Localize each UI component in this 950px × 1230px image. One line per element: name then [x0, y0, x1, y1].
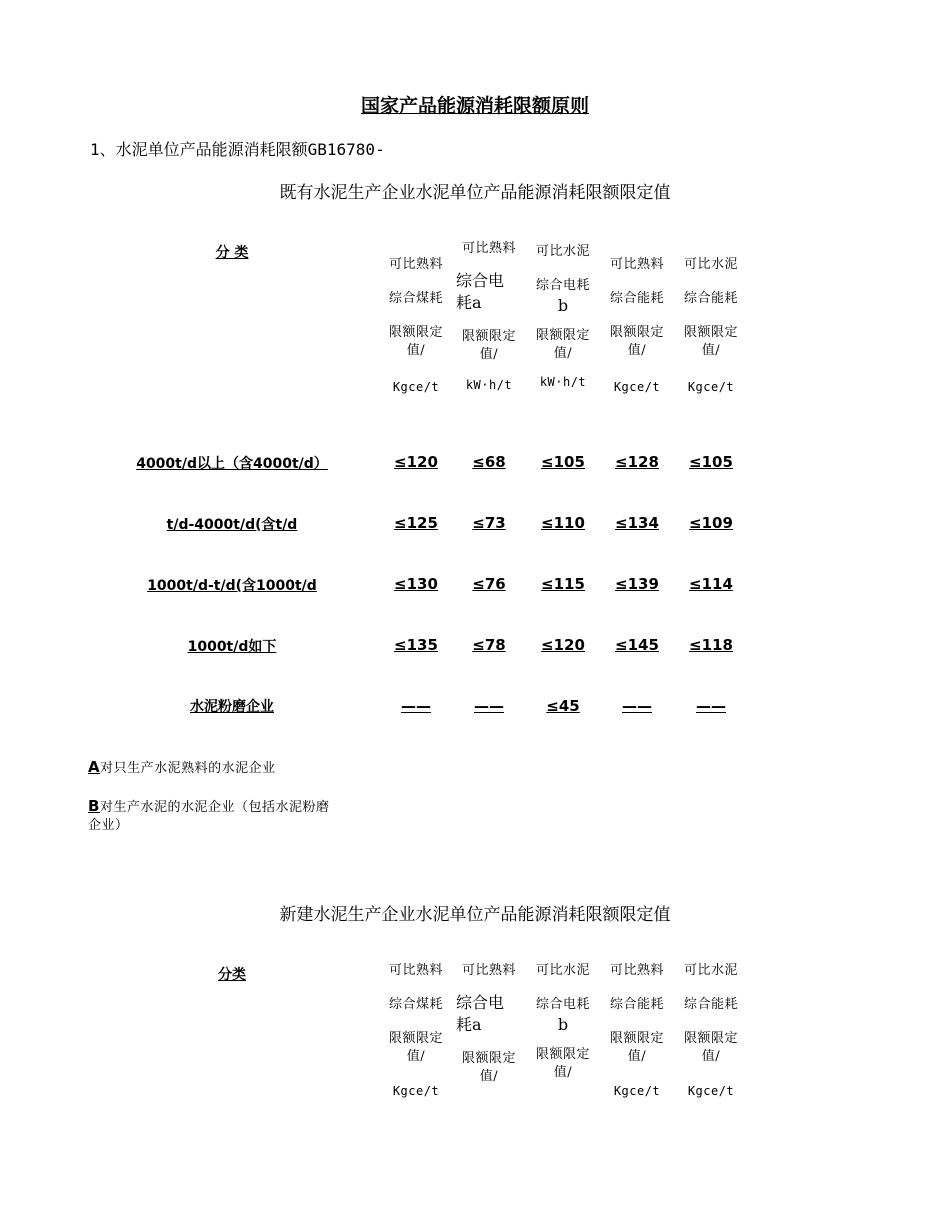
table1-category-header: 分 类 [215, 245, 249, 261]
col-header-line: 限额限定 [609, 325, 664, 340]
col-header-unit: Kgce/t [392, 380, 440, 394]
table-cell: ≤134 [615, 514, 659, 532]
table-cell: ≤139 [615, 575, 659, 593]
footnote-key: B [88, 797, 100, 815]
col-header-line: 限额限定 [535, 328, 590, 343]
col-header-line: 值/ [406, 343, 426, 358]
col-header-line: 综合煤耗 [388, 291, 443, 306]
table2-col4-header [602, 962, 672, 1100]
table-row-label: 1000t/d如下 [187, 639, 277, 655]
table-cell: ≤45 [546, 697, 580, 715]
table-cell: —— [474, 697, 504, 715]
col-header-line: 综合电耗 [535, 278, 590, 293]
table-cell: ≤120 [394, 453, 438, 471]
col-header-unit: Kgce/t [613, 380, 661, 394]
table-cell: ≤135 [394, 636, 438, 654]
col-header-unit: kW·h/t [539, 375, 587, 389]
footnote-a [88, 758, 276, 778]
table-cell: ≤78 [472, 636, 506, 654]
col-header-line: 值/ [701, 343, 721, 358]
table2-col2-header [454, 962, 524, 1086]
table-row-label: 4000t/d以上（含4000t/d） [136, 456, 328, 472]
table-row-label: 1000t/d-t/d(含1000t/d [147, 578, 317, 594]
col-header-line: 可比熟料 [388, 257, 443, 272]
table1-col1-header [381, 256, 451, 396]
col-header-line: 限额限定 [535, 1047, 590, 1062]
table-cell: ≤115 [541, 575, 585, 593]
table-cell: —— [622, 697, 652, 715]
col-header-line: 可比熟料 [461, 241, 516, 256]
table-cell: ≤125 [394, 514, 438, 532]
col-header-line: 限额限定 [388, 325, 443, 340]
table1-col4-header [602, 256, 672, 396]
col-header-line: 值/ [553, 346, 573, 361]
table-cell: ≤109 [689, 514, 733, 532]
col-header-line: 综合煤耗 [388, 997, 443, 1012]
table-row-label: t/d-4000t/d(含t/d [166, 517, 298, 533]
footnote-key: A [88, 758, 101, 776]
table-cell: ≤128 [615, 453, 659, 471]
col-header-unit: kW·h/t [465, 378, 513, 392]
col-header-line: 限额限定 [683, 325, 738, 340]
footnote-b [88, 797, 329, 835]
col-header-unit: Kgce/t [613, 1084, 661, 1098]
col-header-line: 值/ [479, 347, 499, 362]
table-cell: ≤114 [689, 575, 733, 593]
table2-col5-header [676, 962, 746, 1100]
table1-col3-header [528, 243, 598, 391]
col-header-line: 综合能耗 [609, 291, 664, 306]
footnote-text: 对只生产水泥熟料的水泥企业 [100, 761, 276, 776]
col-header-line: 耗a [456, 293, 482, 312]
col-header-line: 值/ [406, 1049, 426, 1064]
footnote-text: 企业） [88, 818, 129, 833]
table-cell: —— [696, 697, 726, 715]
section-heading: 1、水泥单位产品能源消耗限额GB16780- [90, 140, 385, 159]
col-header-line: 耗a [456, 1015, 482, 1034]
table1-col5-header [676, 256, 746, 396]
col-header-line: 综合能耗 [683, 291, 738, 306]
col-header-line: 综合能耗 [609, 997, 664, 1012]
col-header-line: 可比熟料 [388, 963, 443, 978]
table-cell: ≤105 [541, 453, 585, 471]
table-cell: —— [401, 697, 431, 715]
page-title: 国家产品能源消耗限额原则 [360, 95, 589, 117]
table-row-label: 水泥粉磨企业 [190, 699, 274, 715]
col-header-line: 可比熟料 [461, 963, 516, 978]
col-header-line: 值/ [627, 343, 647, 358]
col-header-line: 综合能耗 [683, 997, 738, 1012]
col-header-unit: Kgce/t [392, 1084, 440, 1098]
table2-col3-header [528, 962, 598, 1082]
table2-title: 新建水泥生产企业水泥单位产品能源消耗限额限定值 [279, 905, 671, 925]
table1-col2-header [454, 240, 524, 394]
table2-category-header: 分类 [218, 967, 246, 983]
col-header-line: 可比水泥 [535, 963, 590, 978]
col-header-line: 综合电 [456, 993, 505, 1012]
col-header-line: 可比水泥 [683, 257, 738, 272]
table-cell: ≤105 [689, 453, 733, 471]
table-cell: ≤68 [472, 453, 506, 471]
col-header-line: 可比熟料 [609, 257, 664, 272]
table2-col1-header [381, 962, 451, 1100]
col-header-line: 限额限定 [609, 1031, 664, 1046]
table-cell: ≤120 [541, 636, 585, 654]
table-cell: ≤145 [615, 636, 659, 654]
col-header-line: 限额限定 [683, 1031, 738, 1046]
col-header-line: 可比水泥 [683, 963, 738, 978]
col-header-line: b [557, 1015, 569, 1034]
table1-title: 既有水泥生产企业水泥单位产品能源消耗限额限定值 [279, 183, 671, 203]
table-cell: ≤73 [472, 514, 506, 532]
col-header-line: 值/ [479, 1069, 499, 1084]
col-header-line: 限额限定 [461, 329, 516, 344]
col-header-line: 限额限定 [461, 1051, 516, 1066]
col-header-line: 限额限定 [388, 1031, 443, 1046]
col-header-line: 值/ [627, 1049, 647, 1064]
table-cell: ≤76 [472, 575, 506, 593]
col-header-line: 综合电耗 [535, 997, 590, 1012]
footnote-text: 对生产水泥的水泥企业（包括水泥粉磨 [99, 800, 330, 815]
col-header-line: b [557, 296, 569, 315]
col-header-line: 综合电 [456, 271, 505, 290]
col-header-line: 可比水泥 [535, 244, 590, 259]
table-cell: ≤130 [394, 575, 438, 593]
table-cell: ≤118 [689, 636, 733, 654]
col-header-line: 值/ [553, 1065, 573, 1080]
col-header-unit: Kgce/t [687, 380, 735, 394]
col-header-line: 可比熟料 [609, 963, 664, 978]
col-header-unit: Kgce/t [687, 1084, 735, 1098]
table-cell: ≤110 [541, 514, 585, 532]
col-header-line: 值/ [701, 1049, 721, 1064]
